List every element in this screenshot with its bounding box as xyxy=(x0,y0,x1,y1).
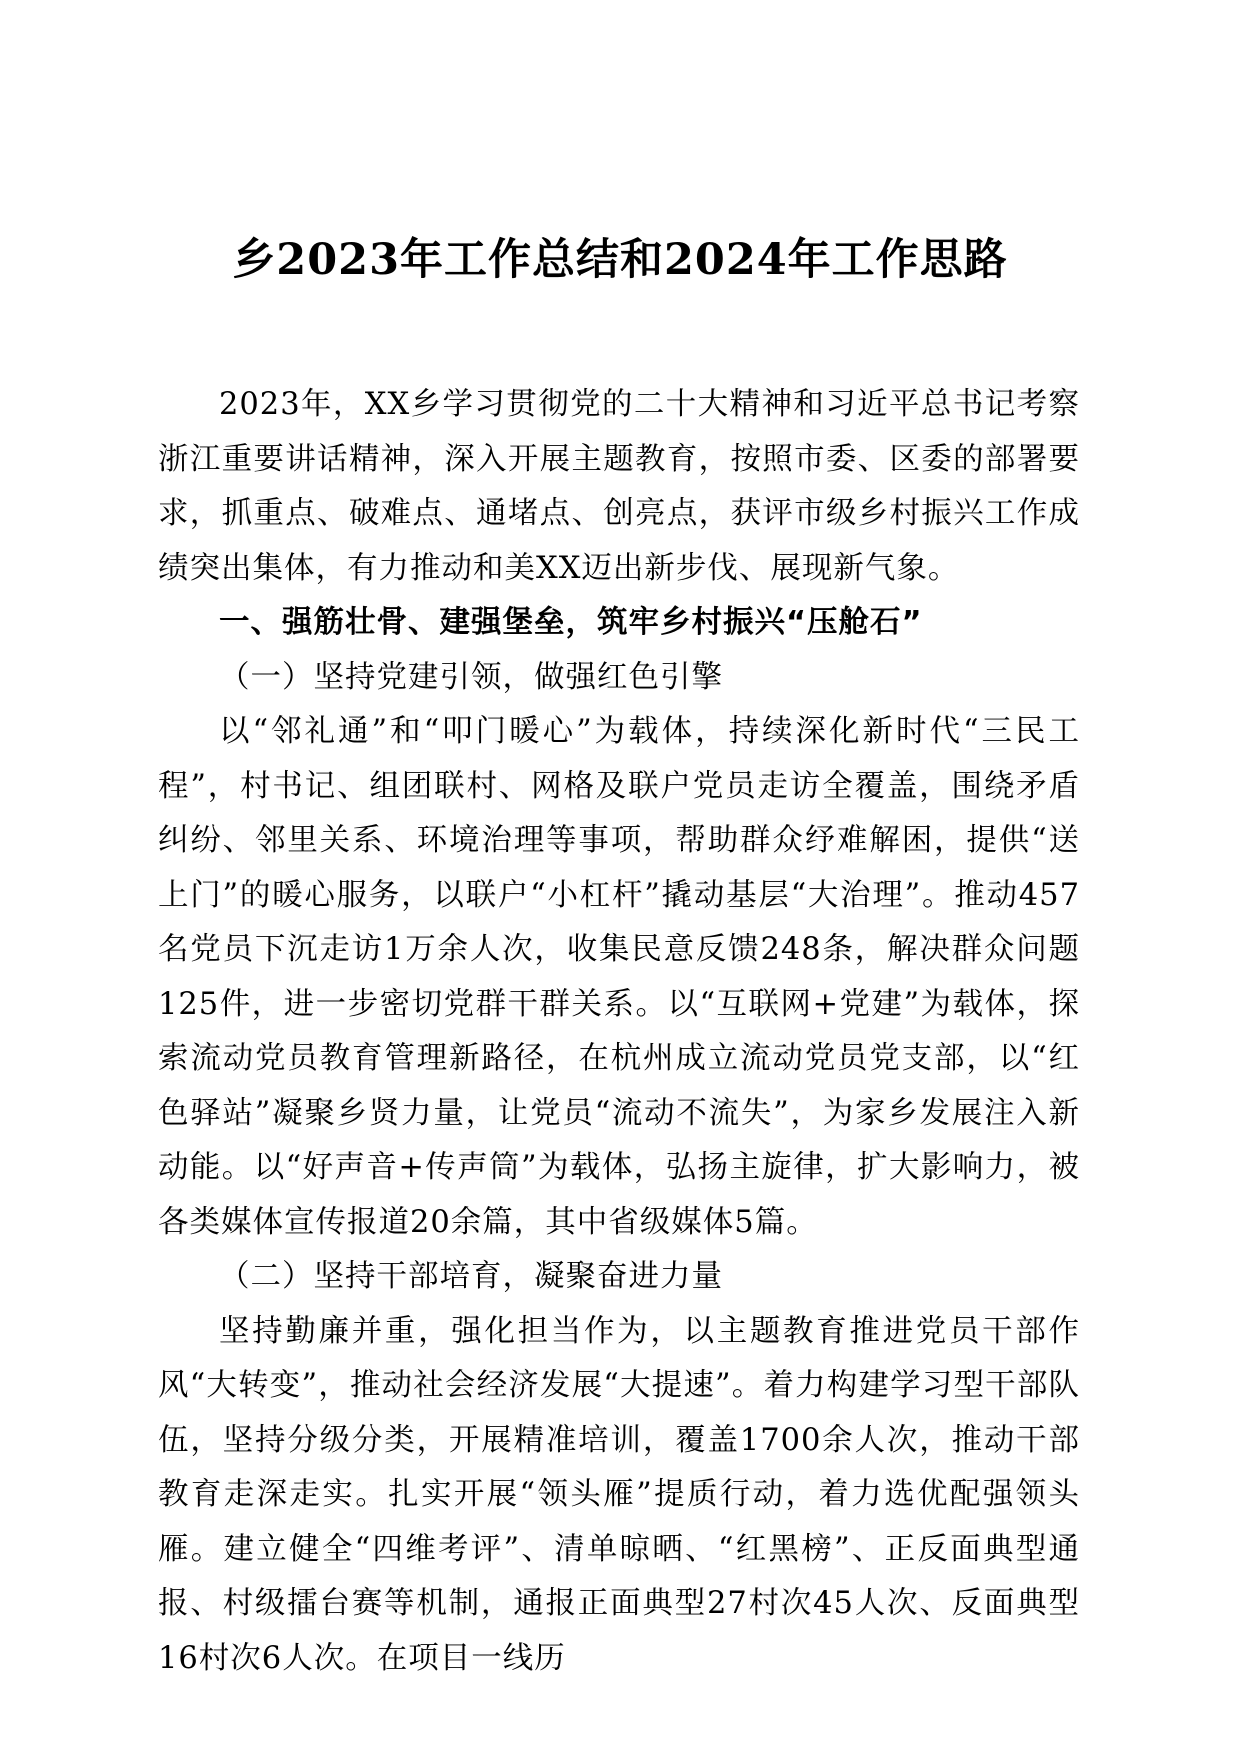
subsection-1-heading: （一）坚持党建引领，做强红色引擎 xyxy=(219,659,723,695)
subsection-2-heading: （二）坚持干部培育，凝聚奋进力量 xyxy=(219,1259,723,1294)
intro-paragraph: 2023年，XX乡学习贯彻党的二十大精神和习近平总书记考察浙江重要讲话精神，深入开展主题教育，按照市委、区委的部署要求，抓重点、破难点、通堵点、创亮点，获评市级乡村振兴工作成绩突出集体，有力推动和美XX迈出新步伐、展现新气象。 xyxy=(158,387,1080,586)
subsection-2-paragraph: 坚持勤廉并重，强化担当作为，以主题教育推进党员干部作风“大转变”，推动社会经济发展“大提速”。着力构建学习型干部队伍，坚持分级分类，开展精准培训，覆盖1700余人次，推动干部教育走深走实。扎实开展“领头雁”提质行动，着力选优配强领头雁。建立健全“四维考评”、清单晾晒、“红黑榜”、正反面典型通报、村级擂台赛等机制，通报正面典型27村次45人次、反面典型16村次6人次。在项目一线历 xyxy=(158,1313,1080,1676)
document-body xyxy=(158,378,1080,1686)
subsection-1-paragraph: 以“邻礼通”和“叩门暖心”为载体，持续深化新时代“三民工程”，村书记、组团联村、网格及联户党员走访全覆盖，围绕矛盾纠纷、邻里关系、环境治理等事项，帮助群众纾难解困，提供“送上门”的暖心服务，以联户“小杠杆”撬动基层“大治理”。推动457名党员下沉走访1万余人次，收集民意反馈248条，解决群众问题125件，进一步密切党群干群关系。以“互联网+党建”为载体，探索流动党员教育管理新路径，在杭州成立流动党员党支部，以“红色驿站”凝聚乡贤力量，让党员“流动不流失”，为家乡发展注入新动能。以“好声音+传声筒”为载体，弘扬主旋律，扩大影响力，被各类媒体宣传报道20余篇，其中省级媒体5篇。 xyxy=(158,714,1080,1240)
document-title: 乡2023年工作总结和2024年工作思路 xyxy=(232,235,1008,285)
section-1-heading: 一、强筋壮骨、建强堡垒，筑牢乡村振兴“压舱石” xyxy=(219,605,923,640)
